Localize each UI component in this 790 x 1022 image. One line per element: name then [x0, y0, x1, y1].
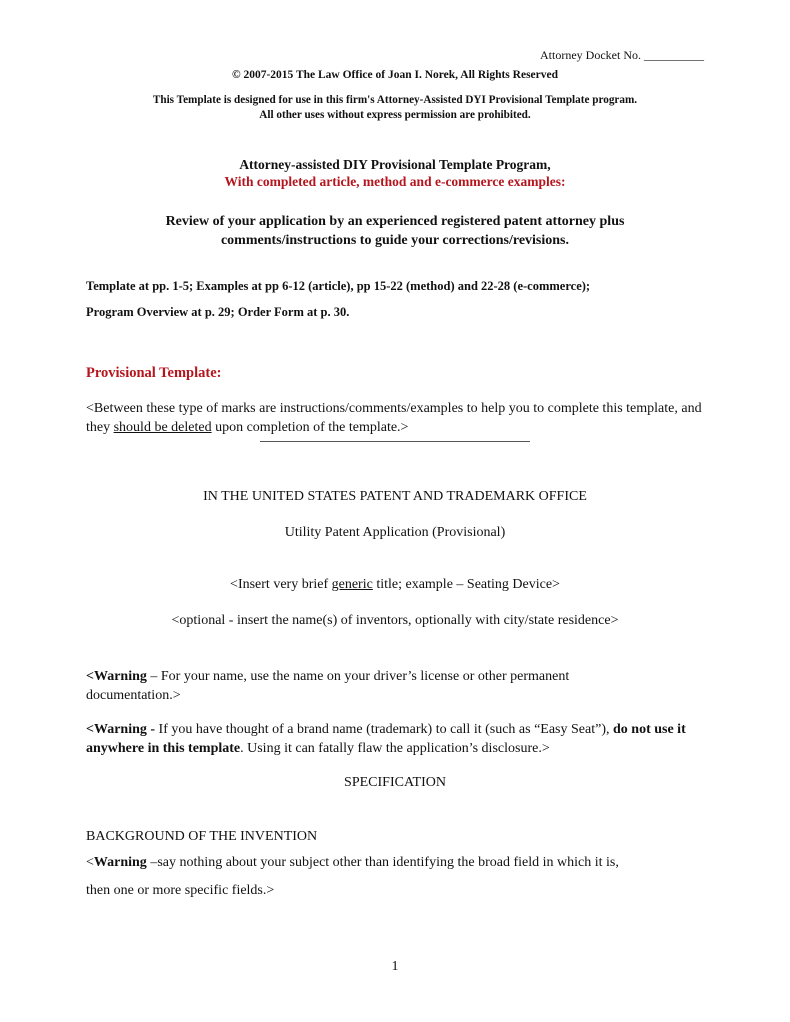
warning-label: <Warning — [86, 669, 147, 684]
review-line1: Review of your application by an experienced registered patent attorney plus — [165, 214, 625, 229]
usage-notice-line1: This Template is designed for use in this firm's Attorney-Assisted DYI Provisional Template program. — [152, 94, 638, 106]
instructions-paragraph — [86, 399, 716, 437]
office-heading: IN THE UNITED STATES PATENT AND TRADEMARK OFFICE — [203, 489, 587, 504]
program-subtitle: With completed article, method and e-commerce examples: — [224, 174, 566, 189]
review-line2: comments/instructions to guide your corrections/revisions. — [220, 233, 570, 248]
warning-name-text: – For your name, use the name on your driver’s license or other permanent documentation.> — [86, 669, 570, 703]
instructions-text-b: upon completion of the template.> — [211, 420, 409, 435]
provisional-template-heading: Provisional Template: — [86, 365, 222, 381]
usage-notice — [0, 93, 790, 123]
instructions-underlined: should be deleted — [113, 420, 212, 435]
inventors-placeholder: <optional - insert the name(s) of inventors, optionally with city/state residence> — [171, 613, 619, 628]
divider-line — [260, 441, 530, 442]
page-index-line2: Program Overview at p. 29; Order Form at p. 30. — [86, 305, 350, 319]
title-placeholder-underlined: generic — [331, 577, 373, 592]
page-number: 1 — [391, 959, 399, 974]
application-type: Utility Patent Application (Provisional) — [284, 525, 506, 540]
warning-trademark-bold: do not use it anywhere in this template — [86, 722, 686, 756]
title-placeholder-text-a: <Insert very brief — [230, 577, 332, 592]
usage-notice-line2: All other uses without express permission are prohibited. — [259, 109, 531, 121]
specification-heading: SPECIFICATION — [344, 775, 446, 790]
copyright-notice: © 2007-2015 The Law Office of Joan I. Norek, All Rights Reserved — [232, 69, 558, 81]
background-heading: BACKGROUND OF THE INVENTION — [86, 829, 318, 844]
warning-label: Warning — [93, 855, 147, 870]
warning-background-line2: then one or more specific fields.> — [86, 883, 275, 898]
review-statement — [0, 212, 790, 250]
attorney-docket-number: Attorney Docket No. __________ — [540, 48, 704, 62]
warning-background-line1 — [86, 853, 746, 872]
warning-trademark — [86, 720, 726, 758]
program-title-block — [0, 156, 790, 190]
warning-label: <Warning - — [86, 722, 156, 737]
warning-trademark-text-a: If you have thought of a brand name (trademark) to call it (such as “Easy Seat”), — [155, 722, 613, 737]
title-placeholder-text-b: title; example – Seating Device> — [372, 577, 560, 592]
warning-trademark-text-b: . Using it can fatally flaw the application’s disclosure.> — [240, 741, 550, 756]
program-title: Attorney-assisted DIY Provisional Template Program, — [239, 157, 551, 172]
title-placeholder — [0, 577, 790, 593]
warning-name — [86, 667, 646, 705]
instructions-text-a: <Between these type of marks are instructions/comments/examples to help you to complete this template, and they — [86, 401, 702, 435]
warning-background-text-a: –say nothing about your subject other than identifying the broad field in which it is, — [146, 855, 619, 870]
page-index-line1: Template at pp. 1-5; Examples at pp 6-12 (article), pp 15-22 (method) and 22-28 (e-commerce); — [86, 279, 591, 293]
warning-lt: < — [86, 855, 94, 870]
